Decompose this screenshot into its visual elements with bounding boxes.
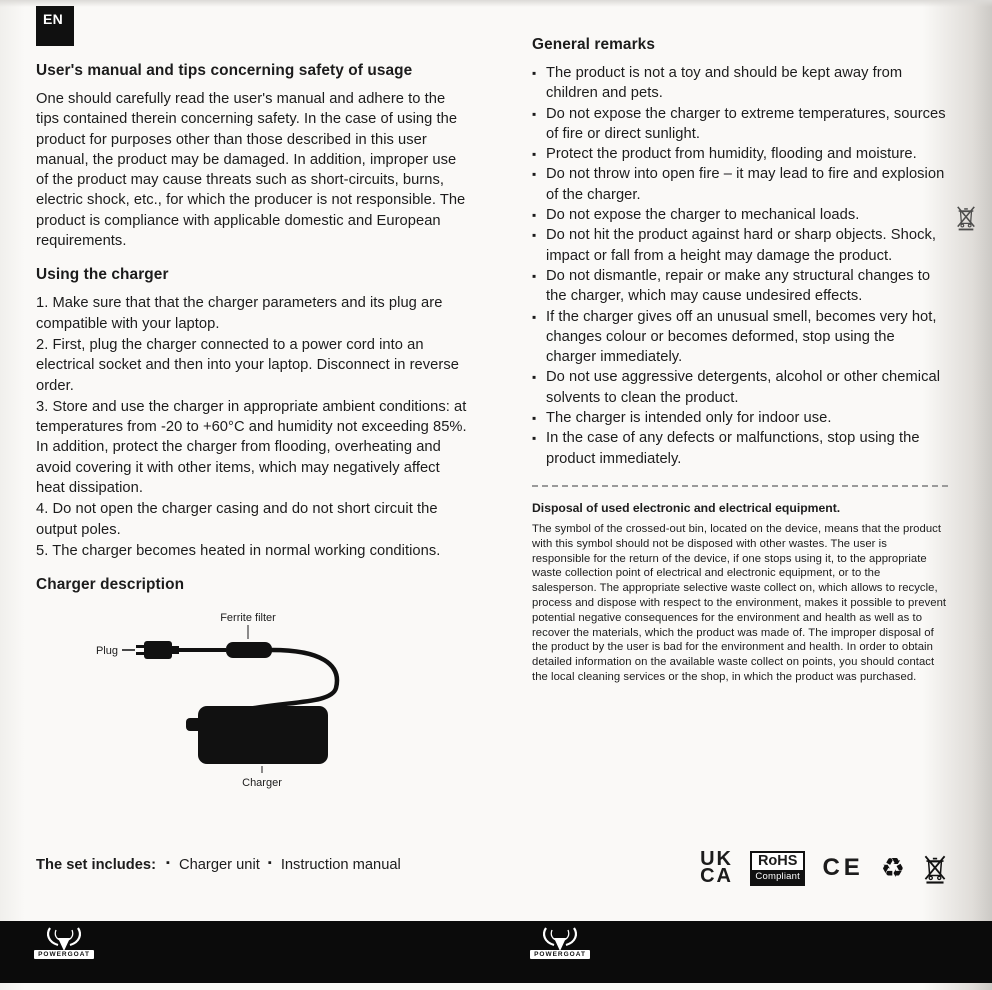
- ferrite-filter-icon: [226, 642, 272, 658]
- brand-name: POWERGOAT: [34, 950, 94, 959]
- set-includes-label: The set includes:: [36, 857, 156, 873]
- set-includes-item: ▪ Charger unit: [166, 857, 260, 873]
- remark-item: ▪ The product is not a toy and should be kept away from children and pets.: [532, 63, 948, 104]
- brand-name: POWERGOAT: [530, 950, 590, 959]
- disposal-heading: Disposal of used electronic and electrical equipment.: [532, 500, 841, 515]
- charger-description-heading: Charger description: [36, 576, 185, 594]
- charger-label: Charger: [242, 777, 282, 790]
- remark-item: ▪ Do not hit the product against hard or sharp objects. Shock, impact or fall from a height may damage the product.: [532, 225, 948, 266]
- charger-diagram-drawing: [88, 608, 398, 790]
- rohs-subtitle: Compliant: [752, 870, 803, 884]
- plug-icon: [136, 641, 179, 659]
- brand-logo: [529, 926, 591, 959]
- step-item: 5. The charger becomes heated in normal working conditions.: [36, 542, 441, 559]
- weee-bin-icon-edge: [955, 203, 977, 231]
- remark-item: ▪ The charger is intended only for indoor use.: [532, 408, 948, 428]
- remark-item: ▪ Do not use aggressive detergents, alcohol or other chemical solvents to clean the product.: [532, 367, 948, 408]
- footer-bar: [0, 921, 992, 983]
- charger-brick-icon: [198, 706, 328, 764]
- left-column: [36, 62, 468, 795]
- step-item: 1. Make sure that that the charger parameters and its plug are compatible with your laptop.: [36, 295, 443, 332]
- rohs-title: RoHS: [757, 852, 798, 869]
- plug-label: Plug: [95, 645, 118, 658]
- ukca-top-text: UK: [700, 848, 733, 870]
- safety-paragraph: One should carefully read the user's manual and adhere to the tips contained therein concerning safety. In the case of using the product for purposes other than those described in this user manual, the product may be damaged. In addition, improper use of the product may cause threats such as short-circuits, burns, electric shock, etc., for which the producer is not responsible. The product is compliance with applicable domestic and European requirements.: [36, 91, 466, 250]
- brand-logo: [33, 926, 95, 959]
- remark-item: ▪ Do not dismantle, repair or make any structural changes to the charger, which may cause undesired effects.: [532, 266, 948, 307]
- ferrite-filter-label: Ferrite filter: [220, 612, 276, 625]
- remark-item: ▪ Do not expose the charger to extreme temperatures, sources of fire or direct sunlight.: [532, 104, 948, 145]
- rohs-mark: [750, 851, 805, 886]
- goat-icon: [44, 926, 84, 953]
- disposal-paragraph: The symbol of the crossed-out bin, located on the device, means that the product with this symbol should not be disposed with other wastes. The user is responsible for the return of the device, if one stops using it, to the appropriate waste collection point of electrical and electronic equipment, or to the salesperson. The appropriate selective waste collect on, which allows to recycle, process and dispose with respect to the environment, makes it possible to prevent potential negative consequences for the environment and health as well as to recover the materials, which the product was made of. The improper disposal of the product by the user is bad for the environment and health. In order to obtain detailed information on the available waste collect on points, you should contact the local cleaning services or the shop, in which the product was purchased.: [532, 522, 947, 683]
- step-item: 4. Do not open the charger casing and do not short circuit the output poles.: [36, 501, 438, 538]
- remark-item: ▪ If the charger gives off an unusual smell, becomes very hot, changes colour or becomes deformed, stop using the charger immediately.: [532, 307, 948, 368]
- right-column: [532, 36, 948, 685]
- remark-item: ▪ Do not expose the charger to mechanical loads.: [532, 205, 948, 225]
- goat-icon: [540, 926, 580, 953]
- ukca-bottom-text: CA: [700, 865, 733, 887]
- set-includes-item: ▪ Instruction manual: [268, 857, 401, 873]
- remarks-list: [532, 63, 948, 469]
- remark-item: ▪ In the case of any defects or malfunctions, stop using the product immediately.: [532, 428, 948, 469]
- safety-heading: User's manual and tips concerning safety of usage: [36, 62, 413, 79]
- recycle-icon: ♻: [880, 852, 905, 884]
- ukca-mark: [700, 848, 733, 887]
- remark-item: ▪ Protect the product from humidity, flooding and moisture.: [532, 144, 948, 164]
- set-includes-row: [36, 857, 401, 873]
- using-steps-list: [36, 293, 468, 561]
- ce-mark: CE: [822, 854, 864, 881]
- general-remarks-heading: General remarks: [532, 36, 655, 53]
- dashed-divider: [532, 485, 948, 487]
- remark-item: ▪ Do not throw into open fire – it may lead to fire and explosion of the charger.: [532, 164, 948, 205]
- step-item: 3. Store and use the charger in appropriate ambient conditions: at temperatures from -20 to +60°C and humidity not exceeding 85%. In addition, protect the charger from flooding, overheating and avoid covering it with other items, which may negatively affect heat dissipation.: [36, 398, 467, 497]
- certification-marks-row: [532, 845, 948, 891]
- charger-diagram: [88, 608, 468, 795]
- step-item: 2. First, plug the charger connected to a power cord into an electrical socket and then into your laptop. Disconnect in reverse order.: [36, 336, 459, 394]
- language-badge: EN: [36, 6, 74, 46]
- using-charger-heading: Using the charger: [36, 266, 169, 284]
- weee-bin-icon: [922, 852, 948, 884]
